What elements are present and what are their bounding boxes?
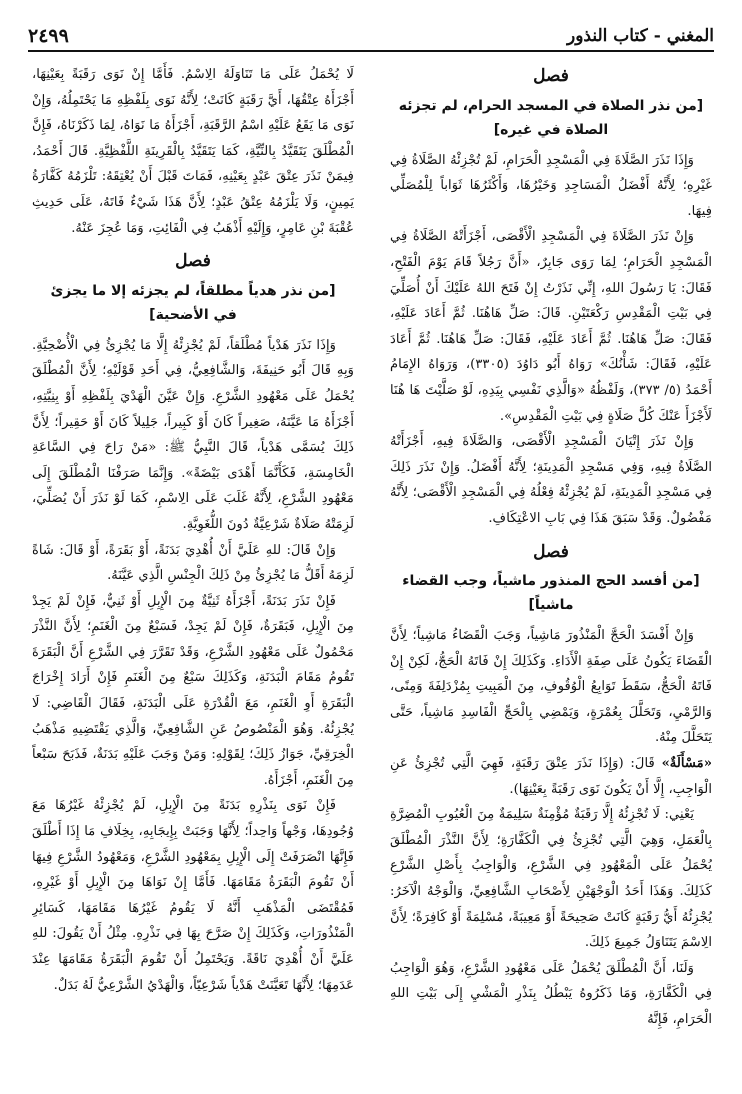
right-column xyxy=(390,62,712,1066)
masala-label: «مَسْأَلَةٌ» xyxy=(661,756,712,772)
paragraph: وَإِذَا نَذَرَ هَدْياً مُطْلَقاً، لَمْ يُجْزِئْهُ إِلَّا مَا يُجْزِئُ فِي الْأُضْحِيَّةِ. وَبِهِ قَالَ أَبُو حَنِيفَةَ، وَالشَّافِعِيُّ، فِي أَحَدِ قَوْلَيْهِ؛ لِأَنَّ الْمُطْلَقَ يُحْمَلُ عَلَى مَعْهُودِ الشَّرْعِ. وَإِنْ عَيَّنَ الْهَدْيَ بِلَفْظِهِ أَوْ بِنِيَّتِهِ، أَجْزَأَهُ مَا عَيَّنَهُ، صَغِيراً كَانَ أَوْ كَبِيراً، جَلِيلاً كَانَ أَوْ حَقِيراً؛ لِأَنَّ ذَلِكَ يُسَمَّى هَدْياً، قَالَ النَّبِيُّ ﷺ: «مَنْ رَاحَ فِي السَّاعَةِ الْخَامِسَةِ، فَكَأَنَّمَا أَهْدَى بَيْضَةً». وَإِنَّمَا صَرَفْنَا الْمُطْلَقَ إِلَى مَعْهُودِ الشَّرْعِ، لِأَنَّهُ غَلَبَ عَلَى الِاسْمِ، كَمَا لَوْ نَذَرَ أَنْ يُصَلِّيَ، لَزِمَتْهُ صَلَاةٌ شَرْعِيَّةٌ دُونَ اللُّغَوِيَّةِ. xyxy=(32,337,354,532)
masala-paragraph xyxy=(390,751,712,802)
paragraph: يَعْنِي: لَا تُجْزِئُهُ إِلَّا رَقَبَةٌ مُؤْمِنَةٌ سَلِيمَةٌ مِنَ الْعُيُوبِ الْمُضِرَّةِ بِالْعَمَلِ، وَهِيَ الَّتِي تُجْزِئُ فِي الْكَفَّارَةِ؛ لِأَنَّ النَّذْرَ الْمُطْلَقَ يُحْمَلُ عَلَى الْمَعْهُودِ فِي الشَّرْعِ، وَالْوَاجِبُ بِأَصْلِ الشَّرْعِ كَذَلِكَ. وَهَذَا أَحَدُ الْوَجْهَيْنِ لِأَصْحَابِ الشَّافِعِيِّ، وَالْوَجْهُ الْآخَرُ: يُجْزِئُهُ أَيُّ رَقَبَةٍ كَانَتْ صَحِيحَةً أَوْ مَعِيبَةً، مُسْلِمَةً أَوْ كَافِرَةً؛ لِأَنَّ الِاسْمَ يَتَنَاوَلُ جَمِيعَ ذَلِكَ. xyxy=(390,807,712,951)
paragraph: وَلَنَا، أَنَّ الْمُطْلَقَ يُحْمَلُ عَلَى مَعْهُودِ الشَّرْعِ، وَهُوَ الْوَاجِبُ فِي الْكَفَّارَةِ، وَمَا ذَكَرُوهُ يَبْطُلُ بِنَذْرِ الْمَشْيِ إِلَى بَيْتِ اللهِ الْحَرَامِ، فَإِنَّهُ xyxy=(390,960,712,1027)
section-heading-fasl: فصل xyxy=(533,66,569,86)
book-title: المغني xyxy=(666,26,714,46)
section-title: [من أفسد الحج المنذور ماشياً، وجب القضاء ماشياً] xyxy=(402,573,700,614)
paragraph: فَإِنْ نَوَى بِنَذْرِهِ بَدَنَةً مِنَ الْإِبِلِ، لَمْ يُجْزِئْهُ غَيْرُهَا مَعَ وُجُودِهَا، وَجْهاً وَاحِداً؛ لِأَنَّهَا وَجَبَتْ بِإِيجَابِهِ، بِخِلَافِ مَا إِذَا أَطْلَقَ فَإِنَّهَا انْصَرَفَتْ إِلَى الْإِبِلِ بِمَعْهُودِ الشَّرْعِ، وَمَعْهُودُ الشَّرْعِ فِيهَا أَنْ تَقُومَ الْبَقَرَةُ مَقَامَهَا. فَأَمَّا إِنْ نَوَاهَا مِنَ الْإِبِلِ أَوْ غَيْرِهِ، فَمُقْتَضَى الْمَذْهَبِ أَنَّهُ لَا يَقُومُ غَيْرُهَا مَقَامَهَا، كَسَائِرِ الْمَنْذُورَاتِ، وَكَذَلِكَ إِنْ صَرَّحَ بِهَا فِي نَذْرِهِ. مِثْلُ أَنْ يَقُولَ: للهِ عَلَيَّ أَنْ أُهْدِيَ نَاقَةً. وَيَحْتَمِلُ أَنْ تَقُومَ الْبَقَرَةُ مَقَامَهَا عِنْدَ عَدَمِهَا؛ لِأَنَّهَا تَعَيَّنَتْ هَدْياً شَرْعِيّاً، وَالْهَدْيُ الشَّرْعِيُّ لَهُ بَدَلٌ. xyxy=(32,798,354,993)
paragraph: وَإِنْ نَذَرَ الصَّلَاةَ فِي الْمَسْجِدِ الْأَقْصَى، أَجْزَأَتْهُ الصَّلَاةُ فِي الْمَسْجِدِ الْحَرَامِ؛ لِمَا رَوَى جَابِرٌ، «أَنَّ رَجُلاً قَامَ يَوْمَ الْفَتْحِ، فَقَالَ: يَا رَسُولَ اللهِ، إِنِّي نَذَرْتُ إِنْ فَتَحَ اللهُ عَلَيْكَ أَنْ أُصَلِّيَ فِي بَيْتِ الْمَقْدِسِ رَكْعَتَيْنِ. قَالَ: صَلِّ هَاهُنَا. ثُمَّ أَعَادَ عَلَيْهِ، فَقَالَ: صَلِّ هَاهُنَا. ثُمَّ أَعَادَ عَلَيْهِ، فَقَالَ: صَلِّ هَاهُنَا. ثُمَّ أَعَادَ عَلَيْهِ، فَقَالَ: شَأْنُكَ» رَوَاهُ أَبُو دَاوُدَ (٣٣٠٥)، وَرَوَاهُ الإِمَامُ أَحْمَدُ (٥/ ٣٧٣)، وَلَفْظُهُ «وَالَّذِي نَفْسِي بِيَدِهِ، لَوْ صَلَّيْتَ هَا هُنَا لَأَجْزَأَ عَنْكَ كُلَّ صَلَاةٍ فِي بَيْتِ الْمَقْدِسِ». xyxy=(390,229,712,424)
section-heading-fasl: فصل xyxy=(175,251,211,272)
masala-text: قَالَ: (وَإِذَا نَذَرَ عِتْقَ رَقَبَةٍ، فَهِيَ الَّتِي تُجْزِئُ عَنِ الْوَاجِبِ، إِلَّا أَنْ يَكُونَ نَوَى رَقَبَةً بِعَيْنِهَا). xyxy=(390,756,712,797)
paragraph: وَإِنْ نَذَرَ إِتْيَانَ الْمَسْجِدِ الْأَقْصَى، وَالصَّلَاةَ فِيهِ، أَجْزَأَتْهُ الصَّلَاةُ فِيهِ، وَفِي مَسْجِدِ الْمَدِينَةِ؛ لِأَنَّهُ أَفْضَلُ. وَإِنْ نَذَرَ ذَلِكَ فِي مَسْجِدِ الْمَدِينَةِ، لَمْ يُجْزِئْهُ فِعْلُهُ فِي الْمَسْجِدِ الْأَقْصَى؛ لِأَنَّهُ مَفْضُولٌ. وَقَدْ سَبَقَ هَذَا فِي بَابِ الاعْتِكَافِ. xyxy=(390,434,712,526)
paragraph: وَإِنْ قَالَ: للهِ عَلَيَّ أَنْ أُهْدِيَ بَدَنَةً، أَوْ بَقَرَةً، أَوْ قَالَ: شَاةً لَزِمَهُ أَقَلُّ مَا يُجْزِئُ مِنْ ذَلِكَ الْجِنْسِ الَّذِي عَيَّنَهُ. xyxy=(32,542,354,584)
section-title: [من نذر هدياً مطلقاً، لم يجزئه إلا ما يجزئ في الأضحية] xyxy=(50,282,336,323)
section-heading-fasl: فصل xyxy=(533,541,569,562)
paragraph: فَإِنْ نَذَرَ بَدَنَةً، أَجْزَأَهُ ثَنِيَّةٌ مِنَ الْإِبِلِ أَوْ ثَنِيٌّ، فَإِنْ لَمْ يَجِدْ مِنَ الْإِبِلِ، فَبَقَرَةٌ، فَإِنْ لَمْ يَجِدْ، فَسَبْعٌ مِنَ الْغَنَمِ؛ لِأَنَّ النَّذْرَ مَحْمُولٌ عَلَى مَعْهُودِ الشَّرْعِ، وَقَدْ تَقَرَّرَ فِي الشَّرْعِ أَنَّ الْبَقَرَةَ تَقُومُ مَقَامَ الْبَدَنَةِ، وَكَذَلِكَ سَبْعٌ مِنَ الْغَنَمِ فَإِنْ أَرَادَ إِخْرَاجَ الْبَقَرَةِ أَوِ الْغَنَمِ، مَعَ الْقُدْرَةِ عَلَى الْبَدَنَةِ، فَقَالَ الْقَاضِي: لَا يُجْزِئُهُ. وَهُوَ الْمَنْصُوصُ عَنِ الشَّافِعِيِّ، وَالَّذِي يَقْتَضِيهِ مَذْهَبُ الْخِرَقِيِّ، جَوَازُ ذَلِكَ؛ لِقَوْلِهِ: وَمَنْ وَجَبَ عَلَيْهِ بَدَنَةٌ، فَذَبَحَ سَبْعاً مِنَ الْغَنَمِ، أَجْزَأَهُ. xyxy=(32,593,354,788)
paragraph: وَإِنْ أَفْسَدَ الْحَجَّ الْمَنْذُورَ مَاشِياً، وَجَبَ الْقَضَاءُ مَاشِياً؛ لِأَنَّ الْقَضَاءَ يَكُونُ عَلَى صِفَةِ الْأَدَاءِ. وَكَذَلِكَ إِنْ فَاتَهُ الْحَجُّ، لَكِنْ إِنْ فَاتَهُ الْحَجُّ، سَقَطَ تَوَابِعُ الْوُقُوفِ، مِنَ الْمَبِيتِ بِمُزْدَلِفَةَ وَمِنًى، وَالرَّمْيِ، وَتَحَلَّلَ بِعُمْرَةٍ، وَيَمْضِي بِالْحَجِّ الْفَاسِدِ مَاشِياً، حَتَّى يَتَحَلَّلَ مِنْهُ. xyxy=(390,628,712,746)
page-number: ٢٤٩٩ xyxy=(28,25,69,47)
paragraph: وَإِذَا نَذَرَ الصَّلَاةَ فِي الْمَسْجِدِ الْحَرَامِ، لَمْ تُجْزِئْهُ الصَّلَاةُ فِي غَيْرِهِ؛ لِأَنَّهُ أَفْضَلُ الْمَسَاجِدِ وَخَيْرُهَا، وَأَكْثَرُهَا ثَوَاباً لِلْمُصَلِّي فِيهَا. xyxy=(390,152,712,219)
running-title: المغني-كتاب النذور xyxy=(567,26,714,46)
left-column xyxy=(32,62,354,1066)
running-header xyxy=(28,22,714,52)
paragraph: لَا يُحْمَلُ عَلَى مَا تَنَاوَلَهُ الِاسْمُ. فَأَمَّا إِنْ نَوَى رَقَبَةً بِعَيْنِهَا، أَجْزَأَهُ عِتْقُهَا، أَيَّ رَقَبَةٍ كَانَتْ؛ لِأَنَّهُ نَوَى بِلَفْظِهِ مَا يَحْتَمِلُهُ، وَإِنْ نَوَى مَا يَقَعُ عَلَيْهِ اسْمُ الرَّقَبَةِ، أَجْزَأَهُ مَا نَوَاهُ، لِمَا ذَكَرْنَاهُ، فَإِنَّ الْمُطْلَقَ يَتَقَيَّدُ بِالنِّيَّةِ، كَمَا يَتَقَيَّدُ بِالْقَرِينَةِ اللَّفْظِيَّةِ. قَالَ أَحْمَدُ، فِيمَنْ نَذَرَ عِتْقَ عَبْدٍ بِعَيْنِهِ، فَمَاتَ قَبْلَ أَنْ يُعْتِقَهُ: تَلْزَمُهُ كَفَّارَةُ يَمِينٍ، وَلَا يَلْزَمُهُ عِتْقُ عَبْدٍ؛ لِأَنَّ هَذَا شَيْءٌ فَاتَهُ، عَلَى حَدِيثِ عُقْبَةَ بْنِ عَامِرٍ، وَإِلَيْهِ أَذْهَبُ فِي الْفَائِتِ، وَمَا عُجِزَ عَنْهُ. xyxy=(32,67,354,236)
chapter-title: كتاب النذور xyxy=(567,26,648,46)
section-title: [من نذر الصلاة في المسجد الحرام، لم تجزئه الصلاة في غيره] xyxy=(398,97,704,138)
